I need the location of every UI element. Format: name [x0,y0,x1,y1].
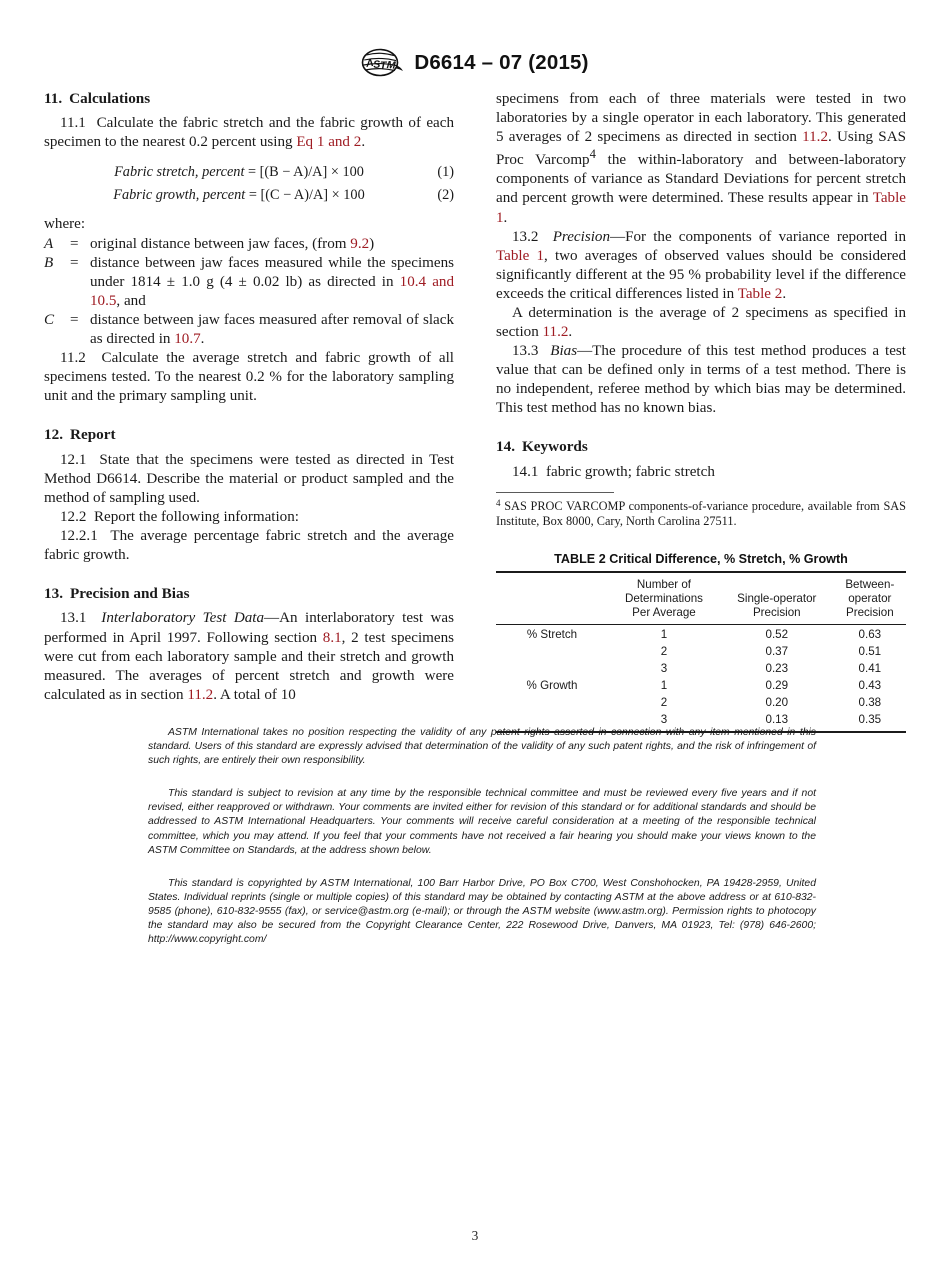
paragraph-12-2 [44,508,454,527]
paragraph-11-2 [44,349,454,406]
clause-number: 13.3 [512,343,539,360]
clause-text-tail: . [361,134,366,151]
cell-single-operator: 0.20 [765,695,789,709]
symbol-c: C [44,312,55,329]
header-line: operator [848,591,892,605]
cell-between-operator: 0.63 [858,627,882,641]
row-label [496,644,608,661]
definition-row [44,235,454,254]
equation-block [44,161,454,205]
cross-reference-11-2[interactable]: 11.2 [802,129,828,146]
clause-text: fabric growth; fabric stretch [545,463,715,480]
equation-2-number: (2) [437,186,454,203]
equation-2-label: Fabric growth, percent [113,186,246,203]
clause-number: 11.1 [60,115,86,132]
heading-number: 12. [44,426,63,444]
table-header-between-operator-precision [834,572,906,625]
clause-number: 11.2 [60,350,86,367]
cell-between-operator: 0.35 [834,712,906,732]
where-label: where: [44,215,86,232]
left-column [44,90,454,733]
table-row [496,624,906,643]
header-line: Per Average [632,605,696,619]
clause-text: A determination is the average of 2 specimens as specified in section [496,304,906,340]
clause-text-b: , 2 test specimens were cut from each laboratory sample and their stretch and growth measured. The averages of percent stretch and growth were calculated as in section [44,629,454,703]
paragraph-13-3 [496,342,906,418]
cross-reference-11-2[interactable]: 11.2 [542,323,569,340]
clause-number: 14.1 [512,463,539,480]
table-row [496,695,906,712]
clause-text-c: . [782,285,787,302]
cell-between-operator: 0.41 [858,661,882,675]
clause-text: —For the components of variance reported in [610,228,906,245]
heading-number: 13. [44,585,63,603]
header-line: Single-operator [737,591,817,605]
clause-text: The average percentage fabric stretch and the average fabric growth. [44,528,454,564]
definition-b-tail: , and [116,293,146,310]
equation-2 [44,184,454,206]
definition-b-body: distance between jaw faces measured while the specimens under 1814 ± 1.0 g (4 ± 0.02 lb) as directed in [90,254,454,290]
table-2-container [496,552,906,733]
svg-text:S: S [373,58,382,71]
definition-a-body: original distance between jaw faces, (from [90,235,351,252]
row-label [496,695,608,712]
cross-reference-8-1[interactable]: 8.1 [322,629,342,646]
table-2-header-row [496,572,906,625]
symbol-b: B [44,254,54,271]
header-line: Precision [752,605,801,619]
equals-sign: = [70,312,79,329]
svg-text:A: A [365,56,375,70]
cross-reference-eq-1-and-2[interactable]: Eq 1 and 2 [296,134,362,151]
definition-row [44,311,454,349]
footnote-4 [496,498,906,530]
legal-revision-notice: This standard is subject to revision at any time by the responsible technical committee and must be reviewed every five years and if not revised, either reapproved or withdrawn. Your comments are invited either for revision of this standard or for additional standards and should be addressed to ASTM International Headquarters. Your comments will receive careful consideration at a meeting of the responsible technical committee, which you may attend. If you feel that your comments have not received a fair hearing you should make your views known to the ASTM Committee on Standards, at the address shown below. [148,788,816,856]
footnote-number: 4 [496,497,501,508]
table-2-head [496,572,906,625]
equals-sign: = [70,235,79,252]
definition-a-tail: ) [369,235,375,252]
clause-number: 12.2 [60,508,87,525]
paragraph-12-2-1 [44,527,454,565]
clause-text: Calculate the average stretch and fabric growth of all specimens tested. To the nearest 0.2 % for the laboratory sampling unit and the primary sampling unit. [44,350,454,405]
heading-report [44,426,454,444]
equation-2-body [44,184,412,206]
clause-number: 13.1 [60,610,87,627]
paragraph-12-1 [44,451,454,508]
equation-1 [44,161,454,183]
cross-reference-10-4-and-10-5[interactable]: 10.4 and 10.5 [90,273,454,310]
table-header-single-operator-precision [720,572,834,625]
cross-reference-table-1[interactable]: Table 1 [496,190,906,226]
clause-text-d: . [503,209,508,226]
cross-reference-table-2[interactable]: Table 2 [737,285,783,302]
definition-c-text [90,311,454,349]
cell-determinations: 1 [660,678,668,692]
table-2 [496,571,906,733]
equals-sign: = [70,254,79,271]
heading-number: 14. [496,438,515,456]
table-header-number-of-determinations [608,572,720,625]
footnote-marker-4[interactable]: 4 [589,147,596,162]
clause-number: 13.2 [512,228,539,245]
equation-1-number: (1) [437,164,454,181]
table-row [496,678,906,695]
astm-logo-icon [361,48,405,77]
heading-text: Report [69,426,116,444]
cell-determinations: 3 [660,661,668,675]
legal-copyright-notice: This standard is copyrighted by ASTM International, 100 Barr Harbor Drive, PO Box C700, West Conshohocken, PA 19428-2959, United States. Individual reprints (single or multiple copies) of this standard may be obtained by contacting ASTM at the above address or at 610-832-9585 (phone), 610-832-9555 (fax), or service@astm.org (e-mail); or through the ASTM website (www.astm.org). Permission rights to photocopy the standard may also be secured from the Copyright Clearance Center, 222 Rosewood Drive, Danvers, MA 01923, Tel: (978) 646-2600; http://www.copyright.com/ [148,877,816,946]
equation-1-expression: = [(B − A)/A] × 100 [248,164,364,181]
paragraph-13-1-continued [496,90,906,228]
cross-reference-table-1[interactable]: Table 1 [496,247,545,264]
header-line: Between- [845,577,895,591]
paragraph-13-2 [496,228,906,304]
equation-1-body [44,161,412,183]
cross-reference-11-2[interactable]: 11.2 [187,686,214,703]
clause-text: Report the following information: [93,508,299,525]
footnote-rule [496,492,614,493]
symbol-a: A [44,235,54,252]
header-line: Precision [845,605,894,619]
clause-text-tail: . [568,323,573,340]
heading-number: 11. [44,90,63,107]
clause-text-c: . A total of 10 [213,686,296,703]
paragraph-13-1 [44,609,454,704]
body-columns [44,90,906,733]
table-2-caption: TABLE 2 Critical Difference, % Stretch, % Growth [554,551,848,566]
clause-text-b: . Using SAS Proc Varcomp [496,129,906,169]
clause-text: —The procedure of this test method produces a test value that can be defined only in terms of a test method. There is no independent, referee method by which bias may be determined. This test method has no known bias. [496,343,906,417]
cell-determinations: 3 [608,712,720,732]
clause-number: 12.2.1 [60,528,98,545]
cell-single-operator: 0.52 [765,627,789,641]
heading-text: Calculations [69,90,151,107]
heading-keywords [496,438,906,456]
svg-text:T: T [380,59,387,72]
cell-determinations: 1 [660,627,668,641]
cell-between-operator: 0.43 [858,678,882,692]
footnote-text: SAS PROC VARCOMP components-of-variance procedure, available from SAS Institute, Box 8000, Cary, North Carolina 27511. [496,498,907,529]
row-label: % Growth [526,678,578,692]
right-column [496,90,906,733]
header-line: Number of [636,577,692,591]
document-title: D6614 – 07 (2015) [414,50,589,74]
heading-precision-and-bias [44,585,454,603]
cell-single-operator: 0.23 [765,661,789,675]
clause-text: State that the specimens were tested as directed in Test Method D6614. Describe the material or product sampled and the method of sampling used. [44,451,455,506]
heading-calculations [44,90,454,108]
heading-text: Keywords [521,438,588,456]
cell-single-operator: 0.13 [720,712,834,732]
definition-c-tail: . [200,331,205,348]
paragraph-11-1 [44,114,454,152]
definition-a-text [90,235,454,254]
paragraph-14-1 [496,463,906,482]
cell-between-operator: 0.51 [858,644,882,658]
clause-text: —An interlaboratory test was performed in April 1997. Following section [44,610,455,646]
definition-row [44,254,454,311]
cross-reference-9-2[interactable]: 9.2 [350,235,370,252]
table-row [496,644,906,661]
clause-run-in-title: Interlaboratory Test Data [101,610,265,627]
legal-patent-notice: ASTM International takes no position respecting the validity of any patent rights asserted in connection with any item mentioned in this standard. Users of this standard are expressly advised that determination of the validity of any such patent rights, and the risk of infringement of such rights, are entirely their own responsibility. [148,727,816,767]
cell-determinations: 2 [660,644,668,658]
table-row [496,661,906,678]
clause-run-in-title: Precision [552,228,610,245]
table-2-body [496,624,906,731]
clause-number: 12.1 [60,451,87,468]
cell-single-operator: 0.29 [765,678,789,692]
symbol-definition-list [44,235,454,349]
legal-footer [148,726,816,947]
clause-run-in-title: Bias [550,343,578,360]
clause-text-c: the within-laboratory and between-laboratory components of variance as Standard Deviations for percent stretch and percent growth were determined. These results appear in [496,152,906,207]
clause-text: Calculate the fabric stretch and the fabric growth of each specimen to the nearest 0.2 percent using [44,115,454,151]
definition-c-body: distance between jaw faces measured after removal of slack as directed in [90,312,454,348]
equation-2-expression: = [(C − A)/A] × 100 [248,186,365,203]
row-label [496,661,608,678]
header-line: Determinations [624,591,703,605]
row-label: % Stretch [526,627,578,641]
cross-reference-10-7[interactable]: 10.7 [174,331,201,348]
cell-between-operator: 0.38 [858,695,882,709]
running-head [0,48,950,77]
definition-b-text [90,254,454,311]
equation-1-label: Fabric stretch, percent [114,164,245,181]
clause-text-b: , two averages of observed values should be considered significantly different at the 95 % probability level if the difference exceeds the critical differences listed in [496,247,906,302]
cell-determinations: 2 [660,695,668,709]
heading-text: Precision and Bias [69,585,190,603]
clause-text: specimens from each of three materials were tested in two laboratories by a single operator in each laboratory. This generated 5 averages of 2 specimens as directed in section [496,91,906,146]
paragraph-determination [496,304,906,342]
cell-single-operator: 0.37 [765,644,789,658]
page-number: 3 [471,1228,479,1243]
svg-text:M: M [386,59,397,72]
table-header-blank [496,572,608,625]
